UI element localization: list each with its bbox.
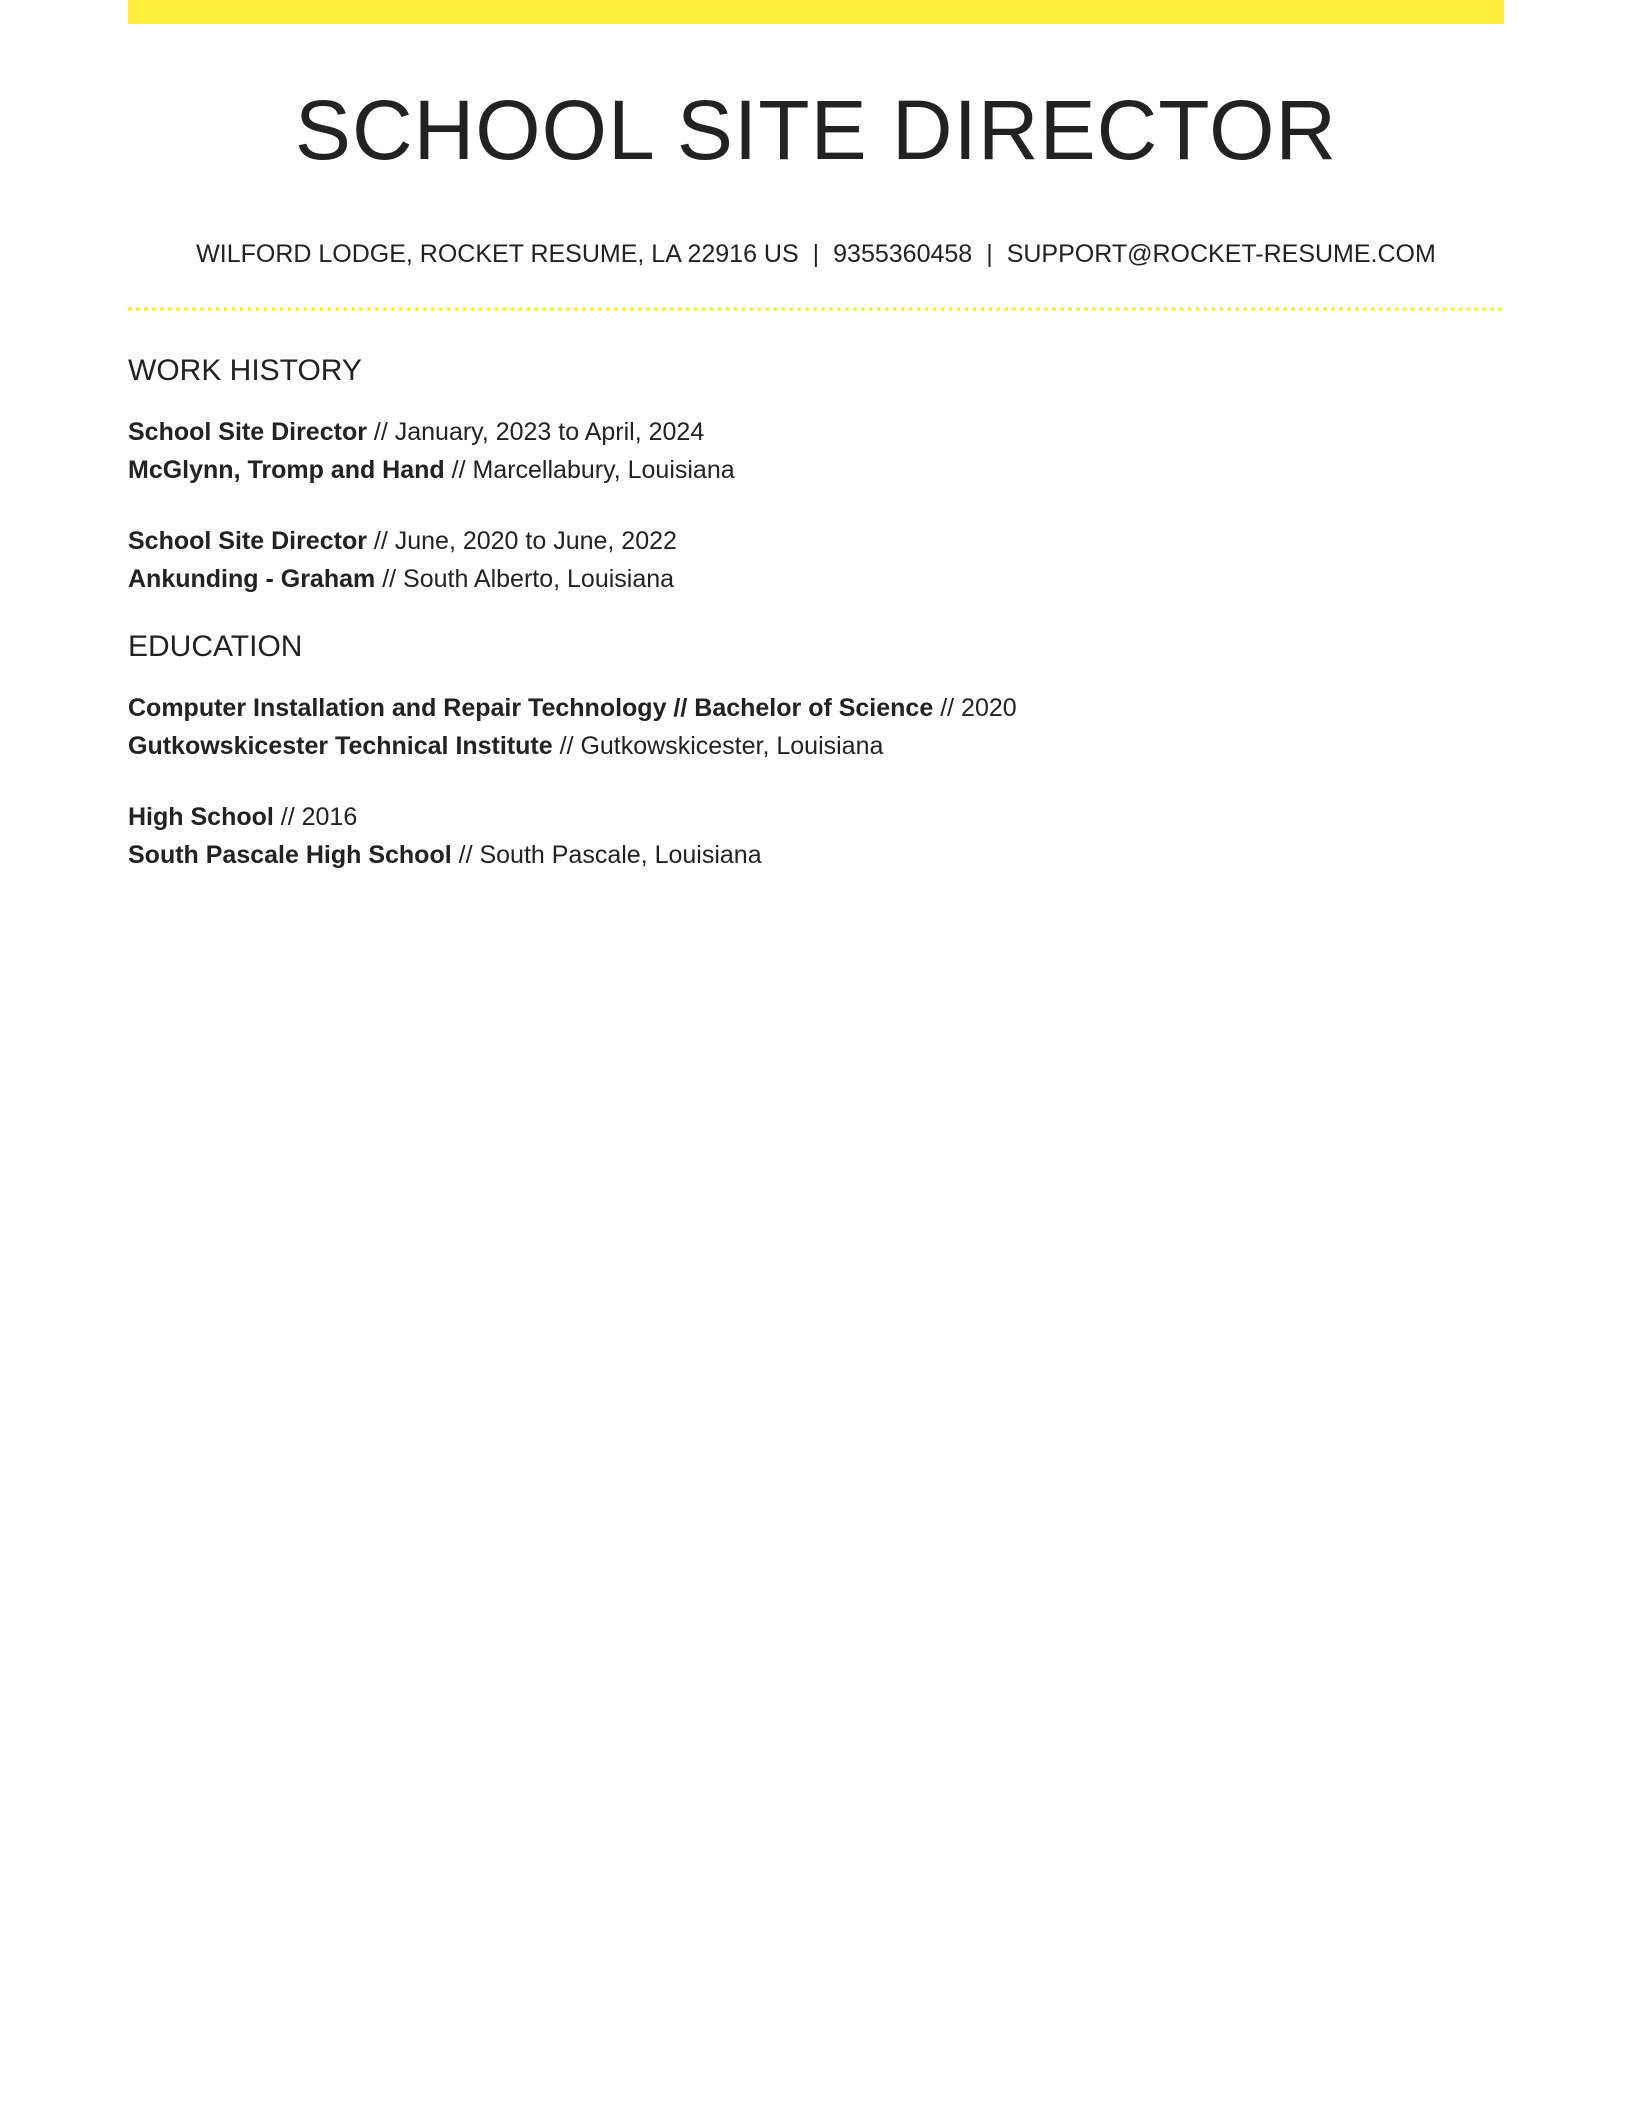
education-entry-year: // 2020 [940, 694, 1017, 722]
contact-line [128, 236, 1504, 272]
work-entry-location: // Marcellabury, Louisiana [451, 456, 735, 484]
education-entry-location: // South Pascale, Louisiana [458, 841, 762, 869]
page-title: SCHOOL SITE DIRECTOR [294, 83, 1338, 177]
education-entry-degree: High School [128, 803, 274, 831]
work-entry-employer-line [128, 560, 1504, 598]
education-entry-school-line [128, 727, 1504, 765]
education-entry-location: // Gutkowskicester, Louisiana [559, 732, 884, 760]
work-entry-dates: // June, 2020 to June, 2022 [373, 527, 677, 555]
work-entry-title-line [128, 413, 1504, 451]
work-entry-title: School Site Director [128, 527, 367, 555]
work-entry [128, 522, 1504, 598]
education-entry-degree-line [128, 689, 1504, 727]
work-history-heading: WORK HISTORY [128, 354, 362, 387]
education-entry-degree: Computer Installation and Repair Technology // Bachelor of Science [128, 694, 934, 722]
top-accent-bar [128, 0, 1504, 24]
contact-separator: | [812, 240, 820, 268]
contact-email: SUPPORT@ROCKET-RESUME.COM [1006, 240, 1436, 268]
work-entry-location: // South Alberto, Louisiana [382, 565, 675, 593]
work-entry-employer: Ankunding - Graham [128, 565, 376, 593]
work-entry-title-line [128, 522, 1504, 560]
education-entry-year: // 2016 [280, 803, 358, 831]
work-entry-employer-line [128, 451, 1504, 489]
education-entry-school: South Pascale High School [128, 841, 452, 869]
contact-address: WILFORD LODGE, ROCKET RESUME, LA 22916 US [196, 240, 799, 268]
work-entry-dates: // January, 2023 to April, 2024 [373, 418, 705, 446]
education-entry-school: Gutkowskicester Technical Institute [128, 732, 553, 760]
education-entry [128, 798, 1504, 874]
contact-separator: | [986, 240, 993, 268]
dotted-divider [128, 307, 1504, 311]
education-heading: EDUCATION [128, 630, 303, 663]
work-entry-employer: McGlynn, Tromp and Hand [128, 456, 445, 484]
contact-phone: 9355360458 [833, 240, 973, 268]
education-entry [128, 689, 1504, 765]
work-entry-title: School Site Director [128, 418, 367, 446]
education-entry-degree-line [128, 798, 1504, 836]
education-entry-school-line [128, 836, 1504, 874]
work-entry [128, 413, 1504, 489]
